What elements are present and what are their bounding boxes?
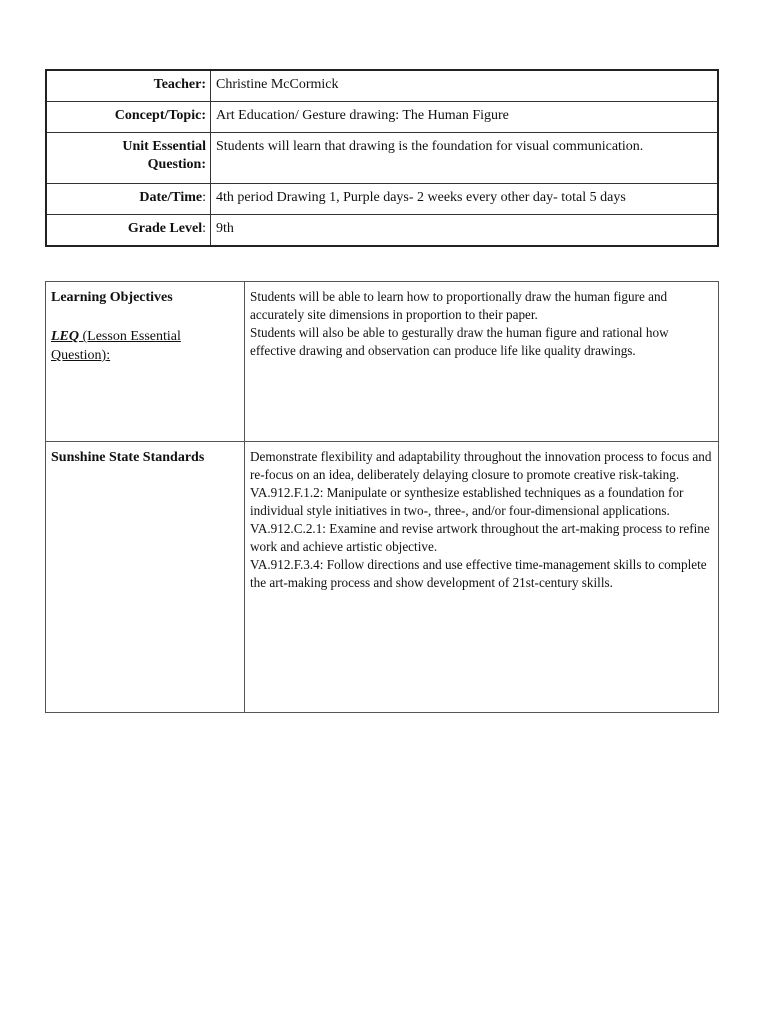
lesson-info-table [45, 69, 719, 247]
standards-label: Sunshine State Standards [51, 450, 205, 465]
leq-label [51, 327, 239, 365]
standards-text-3: VA.912.C.2.1: Examine and revise artwork throughout the art-making process to refine work and achieve artistic objective. [250, 521, 710, 554]
concept-label: Concept/Topic: [46, 102, 211, 133]
grade-value: 9th [211, 215, 719, 247]
learning-objectives-label: Learning Objectives [51, 290, 173, 305]
datetime-label-text: Date/Time [139, 190, 203, 205]
grade-label [46, 215, 211, 247]
grade-label-colon: : [202, 221, 206, 236]
teacher-value: Christine McCormick [211, 70, 719, 102]
essential-question-label [46, 133, 211, 184]
grade-row [46, 215, 718, 247]
datetime-label-colon: : [202, 190, 206, 205]
objectives-table [45, 281, 719, 713]
datetime-label [46, 184, 211, 215]
learning-objectives-text-cell [245, 282, 719, 442]
standards-text-cell [245, 442, 719, 713]
concept-row [46, 102, 718, 133]
teacher-label: Teacher: [46, 70, 211, 102]
standards-row [46, 442, 719, 713]
concept-value: Art Education/ Gesture drawing: The Human Figure [211, 102, 719, 133]
teacher-row [46, 70, 718, 102]
essential-question-value: Students will learn that drawing is the foundation for visual communication. [211, 133, 719, 184]
learning-objectives-text-1: Students will be able to learn how to proportionally draw the human figure and accurately site dimensions in proportion to their paper. [250, 289, 668, 322]
grade-label-text: Grade Level [127, 221, 203, 236]
leq-colon: : [106, 348, 111, 363]
standards-label-cell [46, 442, 245, 713]
essential-question-label-line2: Question: [147, 157, 206, 172]
learning-objectives-label-cell [46, 282, 245, 442]
essential-question-row [46, 133, 718, 184]
standards-text-1: Demonstrate flexibility and adaptability throughout the innovation process to focus and re-focus on an idea, deliberately delaying closure to promote creative risk-taking. [250, 449, 712, 482]
learning-objectives-text-2: Students will also be able to gesturally draw the human figure and rational how effective drawing and observation can produce life like quality drawings. [250, 325, 669, 358]
leq-rest: (Lesson Essential Question) [51, 329, 181, 363]
datetime-value: 4th period Drawing 1, Purple days- 2 weeks every other day- total 5 days [211, 184, 719, 215]
standards-text-4: VA.912.F.3.4: Follow directions and use effective time-management skills to complete the art-making process and show development of 21st-century skills. [250, 557, 707, 590]
standards-text-2: VA.912.F.1.2: Manipulate or synthesize established techniques as a foundation for individual style initiatives in two-, three-, and/or four-dimensional applications. [250, 485, 684, 518]
learning-objectives-row [46, 282, 719, 442]
leq-abbr: LEQ [51, 329, 79, 344]
datetime-row [46, 184, 718, 215]
essential-question-label-line1: Unit Essential [122, 139, 206, 154]
